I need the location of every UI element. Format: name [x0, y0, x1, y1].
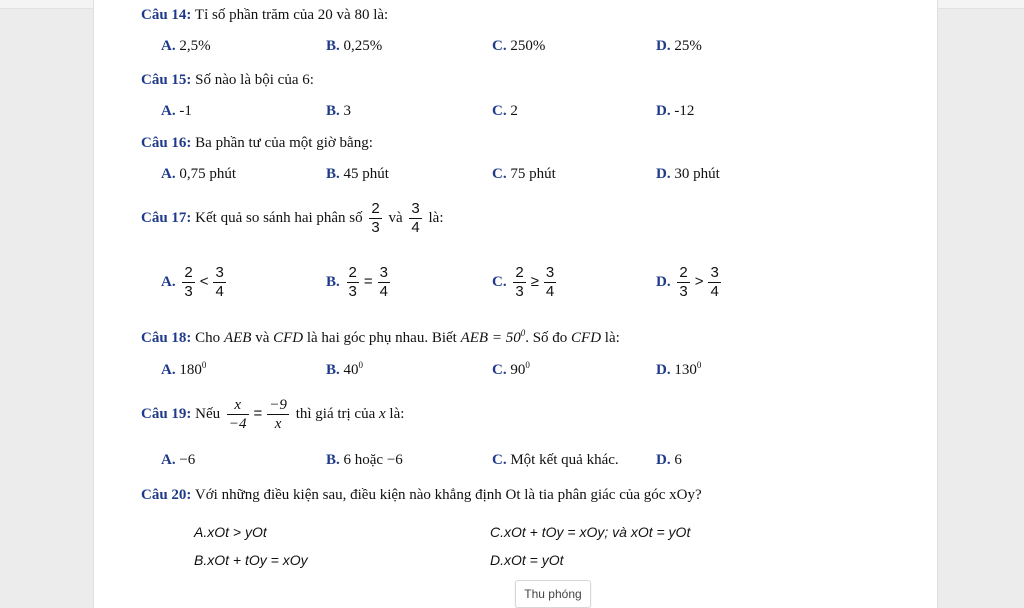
q16-option-b[interactable]: B. 45 phút — [326, 166, 389, 182]
q14-option-b[interactable]: B. 0,25% — [326, 38, 383, 54]
fraction: $\frac{2}{3}$ — [679, 264, 688, 300]
question-17: Câu 17: Kết quả so sánh hai phân số $\frac{2}{3}$ và $\frac{3}{4}$ là: — [141, 200, 444, 236]
question-19: Câu 19: Nếu $\frac{x}{-4}$ = $\frac{-9}{x}$ thì giá trị của x là: — [141, 397, 405, 432]
q17-option-d[interactable]: D. $\frac{2}{3}$ > $\frac{3}{4}$ — [656, 264, 719, 300]
q18-option-d[interactable]: D. $130^0$ — [656, 360, 702, 378]
fraction: $\frac{3}{4}$ — [710, 264, 719, 300]
q18-option-c[interactable]: C. $90^0$ — [492, 360, 530, 378]
fraction: $\frac{2}{3}$ — [515, 264, 524, 300]
q20-option-a[interactable]: A.xOt > yOt — [194, 524, 267, 540]
fraction: $\frac{3}{4}$ — [411, 200, 420, 236]
fraction: $\frac{-9}{x}$ — [269, 397, 287, 432]
fraction: $\frac{2}{3}$ — [184, 264, 193, 300]
q20-option-d[interactable]: D.xOt = yOt — [490, 552, 564, 568]
q15-option-d[interactable]: D. -12 — [656, 103, 695, 119]
zoom-button[interactable]: Thu phóng — [515, 580, 591, 608]
q18-option-a[interactable]: A. $180^0$ — [161, 360, 207, 378]
q17-option-c[interactable]: C. $\frac{2}{3}$ ≥ $\frac{3}{4}$ — [492, 264, 555, 300]
q16-option-c[interactable]: C. 75 phút — [492, 166, 556, 182]
question-number: Câu 16: — [141, 135, 192, 151]
q14-option-a[interactable]: A. 2,5% — [161, 38, 211, 54]
question-20 — [141, 487, 702, 504]
fraction: $\frac{2}{3}$ — [348, 264, 357, 300]
question-18: Câu 18: Cho AEB và CFD là hai góc phụ nhau. Biết AEB = $50^0$. Số đo CFD là: — [141, 328, 620, 346]
question-text: Ba phần tư của một giờ bằng: — [195, 135, 373, 151]
q17-option-a[interactable]: A. $\frac{2}{3}$ < $\frac{3}{4}$ — [161, 264, 224, 300]
angle-name: CFD — [273, 330, 304, 346]
q14-option-d[interactable]: D. 25% — [656, 38, 702, 54]
angle-name: AEB — [223, 330, 252, 346]
variable: x — [379, 405, 386, 422]
question-number: Câu 14: — [141, 7, 192, 23]
q17-option-b[interactable]: B. $\frac{2}{3}$ = $\frac{3}{4}$ — [326, 264, 388, 300]
q19-option-a[interactable]: A. −6 — [161, 452, 196, 468]
q20-option-c[interactable]: C.xOt + tOy = xOy; và xOt = yOt — [490, 524, 691, 540]
question-number: Câu 20: — [141, 487, 192, 503]
q15-option-c[interactable]: C. 2 — [492, 103, 518, 119]
fraction: $\frac{3}{4}$ — [215, 264, 224, 300]
q14-option-c[interactable]: C. 250% — [492, 38, 546, 54]
q19-option-b[interactable]: B. 6 hoặc −6 — [326, 452, 403, 468]
q20-option-b[interactable]: B.xOt + tOy = xOy — [194, 552, 308, 568]
question-number: Câu 15: — [141, 72, 192, 88]
q19-option-c[interactable]: C. Một kết quả khác. — [492, 452, 619, 468]
q15-option-a[interactable]: A. -1 — [161, 103, 192, 119]
question-text: Tỉ số phần trăm của 20 và 80 là: — [194, 7, 389, 23]
fraction: $\frac{3}{4}$ — [545, 264, 555, 300]
angle-name: CFD — [571, 330, 602, 346]
question-text: Số nào là bội của 6: — [195, 72, 314, 88]
question-text: Kết quả so sánh hai phân số — [195, 209, 363, 226]
document-page — [93, 0, 938, 608]
question-number: Câu 19: — [141, 405, 192, 422]
q16-option-a[interactable]: A. 0,75 phút — [161, 166, 237, 182]
q15-option-b[interactable]: B. 3 — [326, 103, 352, 119]
question-number: Câu 17: — [141, 209, 192, 226]
q16-option-d[interactable]: D. 30 phút — [656, 166, 720, 182]
question-text: Với những điều kiện sau, điều kiện nào khẳng định Ot là tia phân giác của góc xOy? — [194, 487, 702, 503]
q19-option-d[interactable]: D. 6 — [656, 452, 682, 468]
question-14 — [141, 7, 388, 24]
fraction: $\frac{x}{-4}$ — [228, 397, 247, 432]
fraction: $\frac{2}{3}$ — [371, 200, 380, 236]
question-16 — [141, 135, 373, 152]
q18-option-b[interactable]: B. $40^0$ — [326, 360, 364, 378]
angle-equation: AEB = $50^0$ — [460, 328, 526, 346]
fraction: $\frac{3}{4}$ — [379, 264, 388, 300]
question-15 — [141, 72, 314, 89]
question-number: Câu 18: — [141, 330, 192, 346]
